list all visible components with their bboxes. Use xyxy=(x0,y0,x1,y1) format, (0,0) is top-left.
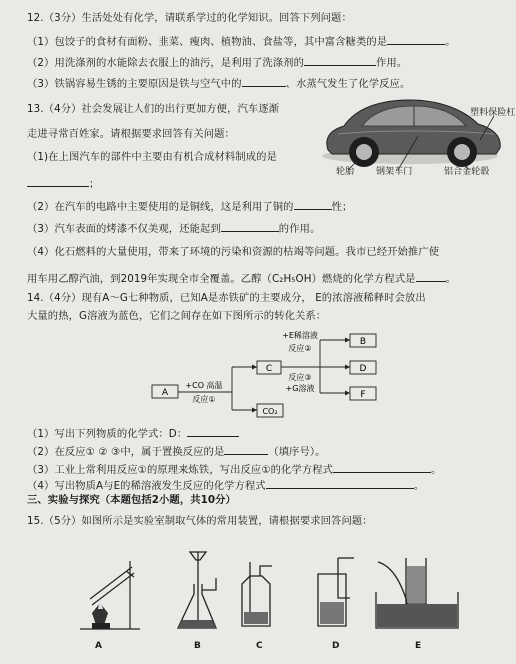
q12-p1 xyxy=(27,34,456,49)
q13-stem-line2: 走进寻常百姓家。请根据要求回答有关问题： xyxy=(27,128,235,140)
apparatus-d-collection xyxy=(310,552,360,634)
q13-p1 xyxy=(27,151,277,164)
q13-stem-line1: 13.（4分）社会发展让人们的出行更加方便，汽车逐渐 xyxy=(27,103,280,115)
box-f-label: F xyxy=(360,390,366,400)
box-a-label: A xyxy=(161,388,169,398)
q14-p4-end: 。 xyxy=(413,480,425,492)
q14-p4-text: （4）写出物质A与E的稀溶液发生反应的化学方程式 xyxy=(27,480,266,492)
q13-p2-text: （2）在汽车的电路中主要使用的是铜线，这是利用了铜的 xyxy=(27,201,294,213)
q12-stem: 12.（3分）生活处处有化学，请联系学过的化学知识。回答下列问题： xyxy=(27,12,352,24)
q12-p1-blank[interactable] xyxy=(387,34,445,45)
q12-p2-text: （2）用洗涤剂的水能除去衣服上的油污，是利用了洗涤剂的 xyxy=(27,57,304,69)
box-c-label: C xyxy=(265,364,273,374)
g-reagent-label: +G溶液 xyxy=(285,384,315,393)
label-alloy-wheel: 铝合金轮毂 xyxy=(444,167,490,177)
q12-p3-end: 、水蒸气发生了化学反应。 xyxy=(285,78,411,90)
label-tire: 轮胎 xyxy=(336,167,355,177)
box-d-label: D xyxy=(359,364,367,374)
q13-p2-end: 性； xyxy=(331,201,353,213)
q14-p4-blank[interactable] xyxy=(266,478,414,489)
q14-p3-text: （3）工业上常利用反应①的原理来炼铁，写出反应①的化学方程式 xyxy=(27,464,334,476)
q13-p4-blank[interactable] xyxy=(416,271,446,282)
apparatus-b-flask xyxy=(170,548,230,634)
q14-p2-end: （填序号）。 xyxy=(268,446,326,458)
apparatus-e-label: E xyxy=(415,641,422,651)
apparatus-c-gas-bottle xyxy=(236,556,276,634)
q14-p1 xyxy=(27,426,239,441)
q14-stem-line2: 大量的热，G溶液为蓝色，它们之间存在如下图所示的转化关系： xyxy=(27,310,327,322)
conversion-diagram xyxy=(140,330,390,420)
q14-p2-blank[interactable] xyxy=(224,444,268,455)
q14-stem-line1: 14.（4分）现有A～G七种物质，已知A是赤铁矿的主要成分， E的浓溶液稀释时会放出 xyxy=(27,292,426,304)
q14-p2-text: （2）在反应① ② ③中，属于置换反应的是 xyxy=(27,446,225,458)
q13-p1-answer xyxy=(27,176,99,191)
apparatus-e-water-trough xyxy=(372,552,464,634)
q13-p3-blank[interactable] xyxy=(221,221,279,232)
reaction2-label: 反应② xyxy=(288,344,312,353)
q14-p4 xyxy=(27,478,424,493)
apparatus-b-label: B xyxy=(194,641,201,651)
q14-p1-text: （1）写出下列物质的化学式：D： xyxy=(27,428,188,440)
q14-p1-blank[interactable] xyxy=(187,426,239,437)
q12-p2 xyxy=(27,55,407,70)
q14-p3-end: 。 xyxy=(431,464,442,476)
q13-p2-blank[interactable] xyxy=(294,199,332,210)
box-b-label: B xyxy=(359,337,367,347)
apparatus-a-heating xyxy=(70,553,150,633)
arrow1-reaction: 反应① xyxy=(192,395,216,404)
q14-p3-blank[interactable] xyxy=(333,462,431,473)
apparatus-c-label: C xyxy=(256,641,263,651)
q13-p4-line2 xyxy=(27,271,456,286)
section-3-heading: 三、实验与探究（本题包括2小题，共10分） xyxy=(27,494,236,506)
apparatus-d-label: D xyxy=(332,641,340,651)
q13-p2 xyxy=(27,199,352,214)
box-co2-label: CO₂ xyxy=(262,407,278,416)
q15-stem: 15.（5分）如图所示是实验室制取气体的常用装置，请根据要求回答问题： xyxy=(27,515,373,527)
q14-p2 xyxy=(27,444,326,459)
e-reagent-label: +E稀溶液 xyxy=(282,331,318,340)
arrow1-condition: +CO 高温 xyxy=(185,381,223,390)
q13-p1-text: （1)在上图汽车的部件中主要由有机合成材料制成的是 xyxy=(27,151,277,163)
q13-p3 xyxy=(27,221,320,236)
q12-p1-end: 。 xyxy=(445,36,456,48)
apparatus-a-label: A xyxy=(95,641,103,651)
q12-p3-text: （3）铁锅容易生锈的主要原因是铁与空气中的 xyxy=(27,78,242,90)
q12-p1-text: （1）包饺子的食材有面粉、韭菜、瘦肉、植物油、食盐等，其中富含糖类的是 xyxy=(27,36,388,48)
q13-p3-end: 的作用。 xyxy=(278,223,321,235)
q13-p3-text: （3）汽车表面的烤漆不仅美观，还能起到 xyxy=(27,223,221,235)
q12-p2-end: 作用。 xyxy=(375,57,408,69)
q12-p3-blank[interactable] xyxy=(242,76,286,87)
q14-p3 xyxy=(27,462,441,477)
label-steel-door: 钢架车门 xyxy=(376,167,413,177)
q12-p2-blank[interactable] xyxy=(304,55,376,66)
label-plastic-bumper: 塑料保险杠 xyxy=(470,108,516,118)
q13-p4-text: 用车用乙醇汽油，到2019年实现全市全覆盖。乙醇（C₂H₅OH）燃烧的化学方程式是 xyxy=(27,273,416,285)
q13-p4-line1: （4）化石燃料的大量使用，带来了环境的污染和资源的枯竭等问题。我市已经开始推广使 xyxy=(27,246,440,258)
q13-p4-end: 。 xyxy=(445,273,456,285)
reaction3-label: 反应③ xyxy=(288,373,312,382)
q13-p1-end: ； xyxy=(89,178,100,190)
q13-p1-blank[interactable] xyxy=(27,176,89,187)
